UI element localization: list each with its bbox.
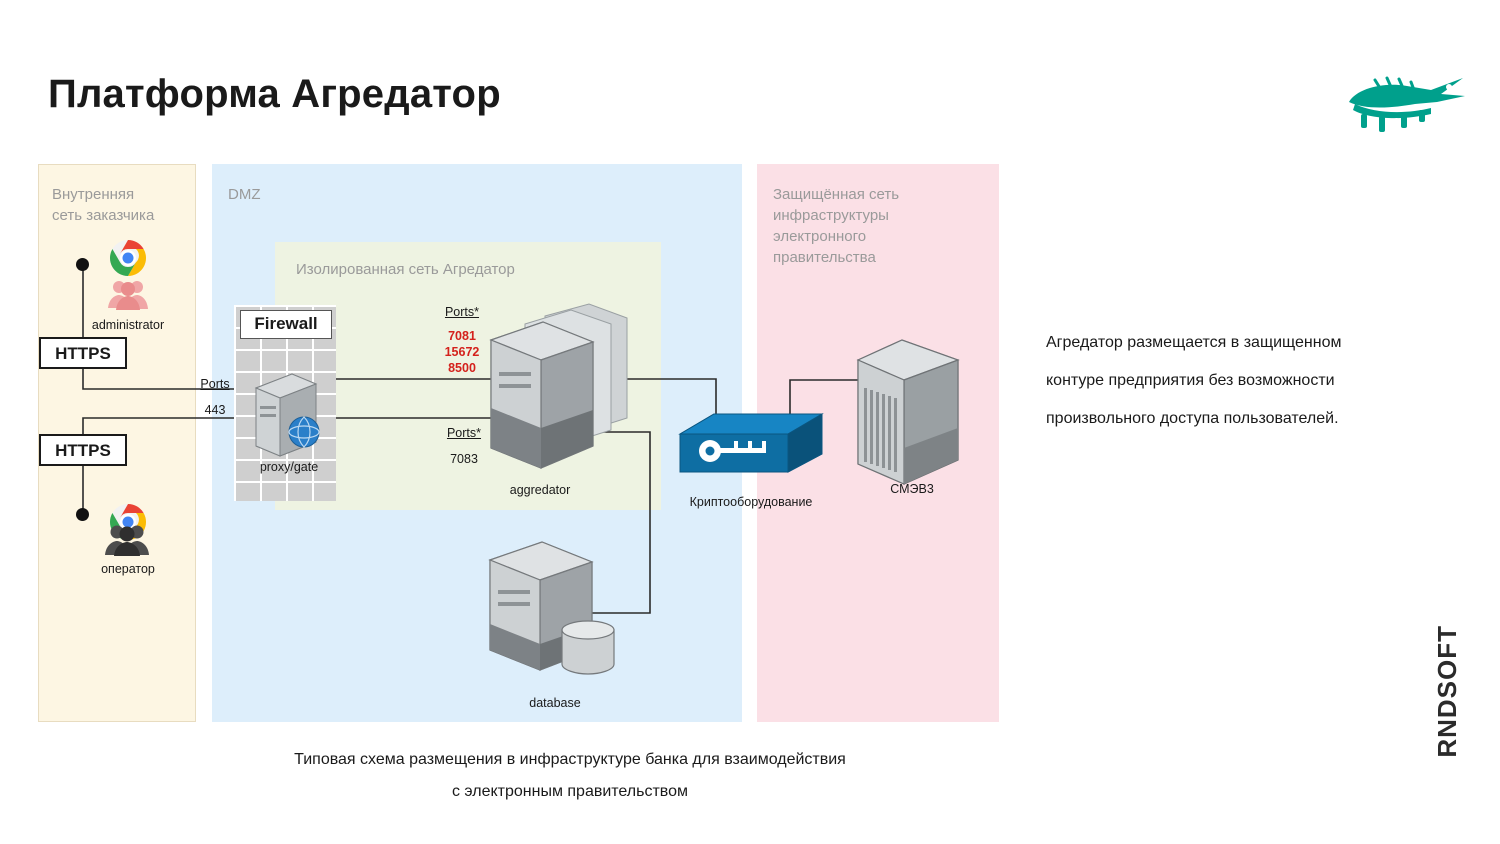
side-description-line3: произвольного доступа пользователей. bbox=[1046, 410, 1339, 427]
operator-label: оператор bbox=[101, 562, 155, 576]
zone-gov-label-line2: инфраструктуры bbox=[773, 207, 889, 224]
zone-gov-label-line1: Защищённая сеть bbox=[773, 186, 900, 203]
crocodile-logo bbox=[1345, 70, 1475, 140]
smev-label: СМЭВ3 bbox=[890, 482, 934, 496]
side-description-line2: контуре предприятия без возможности bbox=[1046, 372, 1335, 389]
proxy-gate-label: proxy/gate bbox=[259, 460, 319, 474]
brand-text: RNDSOFT bbox=[1432, 625, 1462, 758]
https-label-top: HTTPS bbox=[39, 337, 127, 369]
zone-dmz-label: DMZ bbox=[228, 186, 261, 203]
ports-label-aggregator-top: Ports* bbox=[444, 305, 480, 319]
ports-aggregator-top-0: 7081 bbox=[448, 329, 476, 343]
zone-gov-label-line3: электронного bbox=[773, 228, 867, 245]
zone-internal-label-line2: сеть заказчика bbox=[52, 207, 155, 224]
diagram-caption bbox=[180, 744, 960, 808]
users-icon bbox=[104, 522, 150, 558]
zone-isolated-label: Изолированная сеть Агредатор bbox=[296, 261, 515, 278]
zone-internal-label-line1: Внутренняя bbox=[52, 186, 135, 203]
ports-aggregator-top-1: 15672 bbox=[444, 345, 480, 359]
side-description-line1: Агредатор размещается в защищенном bbox=[1046, 334, 1342, 351]
ports-value-aggregator-bottom: 7083 bbox=[450, 452, 478, 466]
zone-gov-label-line4: правительства bbox=[773, 249, 876, 266]
chrome-icon bbox=[108, 238, 148, 278]
side-description bbox=[1046, 324, 1466, 438]
connection-dot-admin bbox=[76, 258, 89, 271]
diagram-caption-line2: с электронным правительством bbox=[451, 783, 689, 800]
aggregator-label: aggredator bbox=[509, 483, 571, 497]
users-icon bbox=[106, 278, 150, 312]
crypto-label: Криптооборудование bbox=[689, 495, 813, 509]
ports-label-aggregator-bottom: Ports* bbox=[446, 426, 482, 440]
ports-label-proxy: Ports bbox=[200, 377, 230, 391]
firewall-label: Firewall bbox=[240, 310, 332, 339]
database-label: database bbox=[529, 696, 581, 710]
administrator-label: administrator bbox=[91, 318, 165, 332]
page-title: Платформа Агредатор bbox=[48, 72, 501, 116]
ports-aggregator-top-2: 8500 bbox=[448, 361, 476, 375]
diagram-caption-line1: Типовая схема размещения в инфраструктуре банка для взаимодействия bbox=[294, 751, 846, 768]
ports-value-proxy: 443 bbox=[204, 403, 226, 417]
connection-dot-operator bbox=[76, 508, 89, 521]
https-label-bottom: HTTPS bbox=[39, 434, 127, 466]
